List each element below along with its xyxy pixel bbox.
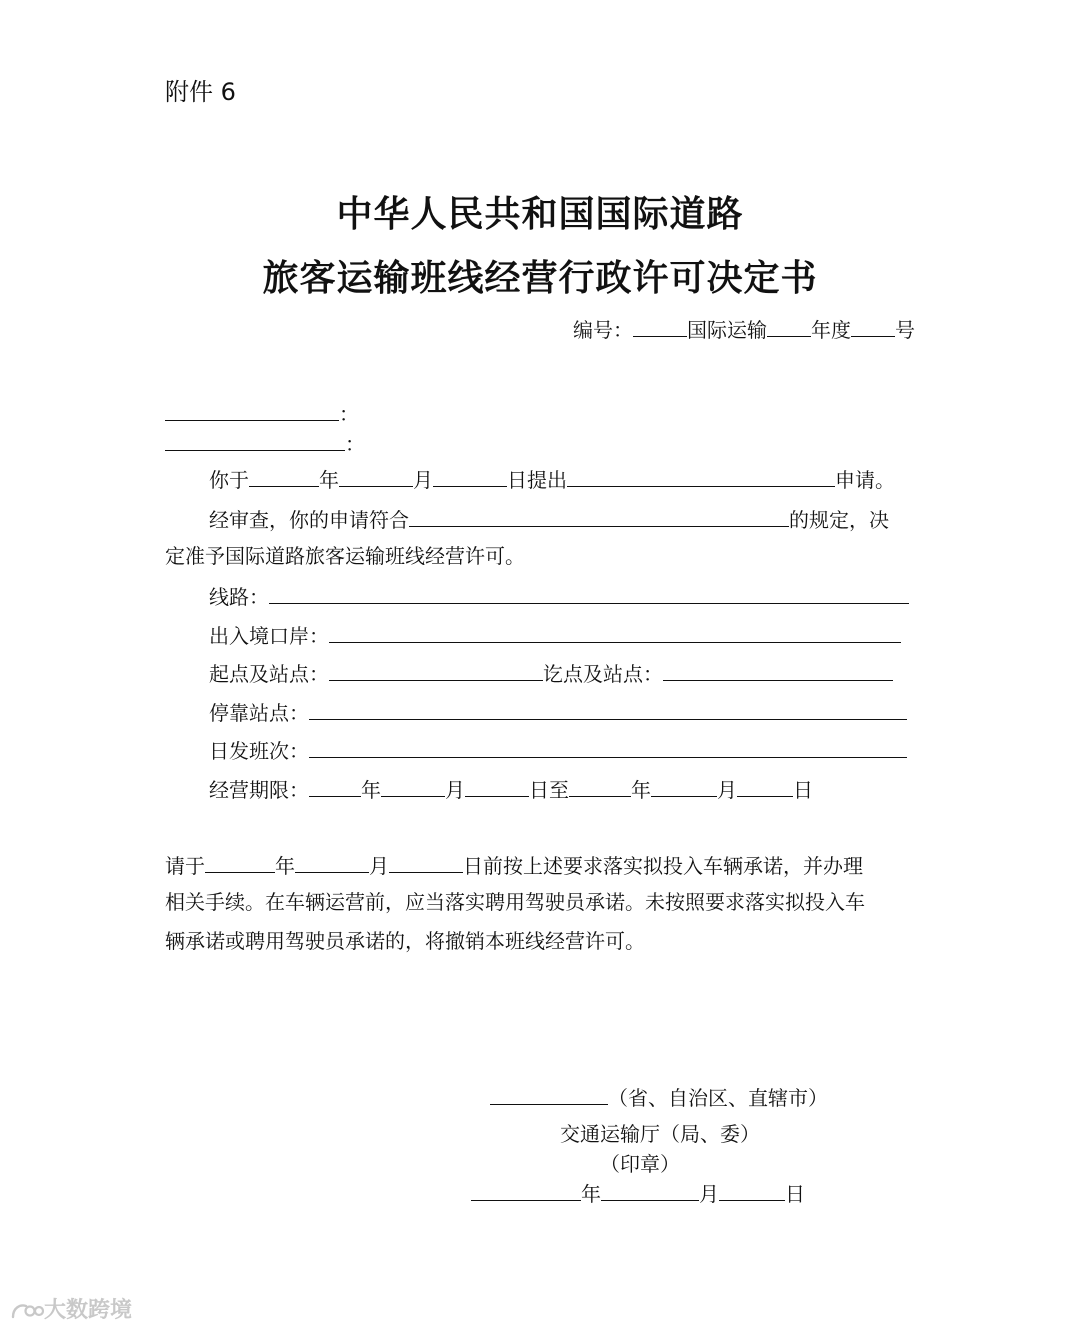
signature-month: 月 bbox=[699, 1182, 719, 1206]
attachment-label: 附件 6 bbox=[165, 78, 236, 106]
notice-line-1 bbox=[165, 852, 863, 878]
term-month2-blank bbox=[651, 776, 717, 797]
signature-region bbox=[490, 1084, 828, 1110]
daily-runs-field bbox=[209, 737, 907, 763]
addressee-colon-2: ： bbox=[345, 432, 365, 456]
term-day-to: 日至 bbox=[529, 778, 569, 802]
route-label: 线路： bbox=[209, 585, 269, 609]
application-paragraph bbox=[209, 466, 895, 492]
watermark-text: 大数跨境 bbox=[44, 1298, 133, 1323]
review-regulation-blank bbox=[409, 506, 789, 527]
number-blank-1 bbox=[633, 316, 687, 337]
border-port-blank bbox=[329, 622, 901, 643]
notice-month-blank bbox=[295, 852, 369, 873]
term-month-blank bbox=[381, 776, 445, 797]
signature-day-blank bbox=[719, 1180, 785, 1201]
review-text-1: 经审查，你的申请符合 bbox=[209, 508, 409, 532]
notice-day-blank bbox=[389, 852, 463, 873]
application-type-blank bbox=[567, 466, 835, 487]
review-text-2: 的规定，决 bbox=[789, 508, 889, 532]
term-day2: 日 bbox=[793, 778, 813, 802]
review-paragraph-line2: 定准予国际道路旅客运输班线经营许可。 bbox=[165, 544, 525, 568]
addressee-line-2 bbox=[165, 430, 365, 456]
document-title-line2: 旅客运输班线经营行政许可决定书 bbox=[262, 258, 818, 299]
term-day-blank bbox=[465, 776, 529, 797]
notice-month: 月 bbox=[369, 854, 389, 878]
origin-blank bbox=[329, 660, 543, 681]
notice-line-3: 辆承诺或聘用驾驶员承诺的，将撤销本班线经营许可。 bbox=[165, 929, 645, 953]
number-blank-3 bbox=[851, 316, 895, 337]
application-request: 申请。 bbox=[835, 468, 895, 492]
number-segment-2: 年度 bbox=[811, 318, 851, 342]
signature-department: 交通运输厅（局、委） bbox=[560, 1122, 760, 1146]
document-number-row bbox=[573, 316, 915, 342]
application-year-blank bbox=[249, 466, 319, 487]
signature-date bbox=[471, 1180, 805, 1206]
addressee-blank-2 bbox=[165, 430, 345, 451]
watermark bbox=[10, 1293, 132, 1324]
application-year: 年 bbox=[319, 468, 339, 492]
signature-year: 年 bbox=[581, 1182, 601, 1206]
term-month2: 月 bbox=[717, 778, 737, 802]
signature-region-blank bbox=[490, 1084, 608, 1105]
notice-year-blank bbox=[205, 852, 275, 873]
daily-runs-blank bbox=[309, 737, 907, 758]
notice-please: 请于 bbox=[165, 854, 205, 878]
signature-region-label: （省、自治区、直辖市） bbox=[608, 1086, 828, 1110]
addressee-blank-1 bbox=[165, 400, 339, 421]
route-field bbox=[209, 583, 909, 609]
term-year2: 年 bbox=[631, 778, 651, 802]
application-month: 月 bbox=[413, 468, 433, 492]
signature-year-blank bbox=[471, 1180, 581, 1201]
route-blank bbox=[269, 583, 909, 604]
term-day2-blank bbox=[737, 776, 793, 797]
term-month: 月 bbox=[445, 778, 465, 802]
destination-label: 讫点及站点： bbox=[543, 662, 663, 686]
term-field bbox=[209, 776, 813, 802]
watermark-logo-icon bbox=[10, 1300, 44, 1322]
number-segment-3: 号 bbox=[895, 318, 915, 342]
term-year2-blank bbox=[569, 776, 631, 797]
addressee-colon-1: ： bbox=[339, 402, 359, 426]
border-port-label: 出入境口岸： bbox=[209, 624, 329, 648]
term-year-blank bbox=[309, 776, 361, 797]
addressee-line-1 bbox=[165, 400, 359, 426]
origin-label: 起点及站点： bbox=[209, 662, 329, 686]
signature-seal: （印章） bbox=[600, 1152, 680, 1176]
stops-field bbox=[209, 699, 907, 725]
daily-runs-label: 日发班次： bbox=[209, 739, 309, 763]
application-day-blank bbox=[433, 466, 507, 487]
signature-month-blank bbox=[601, 1180, 699, 1201]
number-prefix: 编号： bbox=[573, 318, 633, 342]
notice-rest-1: 日前按上述要求落实拟投入车辆承诺，并办理 bbox=[463, 854, 863, 878]
origin-destination-field bbox=[209, 660, 893, 686]
term-year: 年 bbox=[361, 778, 381, 802]
number-blank-2 bbox=[767, 316, 811, 337]
notice-year: 年 bbox=[275, 854, 295, 878]
border-port-field bbox=[209, 622, 901, 648]
signature-day: 日 bbox=[785, 1182, 805, 1206]
number-segment-1: 国际运输 bbox=[687, 318, 767, 342]
stops-label: 停靠站点： bbox=[209, 701, 309, 725]
application-month-blank bbox=[339, 466, 413, 487]
document-title-line1: 中华人民共和国国际道路 bbox=[336, 194, 744, 235]
destination-blank bbox=[663, 660, 893, 681]
stops-blank bbox=[309, 699, 907, 720]
notice-line-2: 相关手续。在车辆运营前，应当落实聘用驾驶员承诺。未按照要求落实拟投入车 bbox=[165, 890, 865, 914]
review-paragraph-line1 bbox=[209, 506, 889, 532]
application-you: 你于 bbox=[209, 468, 249, 492]
application-day-submitted: 日提出 bbox=[507, 468, 567, 492]
term-label: 经营期限： bbox=[209, 778, 309, 802]
